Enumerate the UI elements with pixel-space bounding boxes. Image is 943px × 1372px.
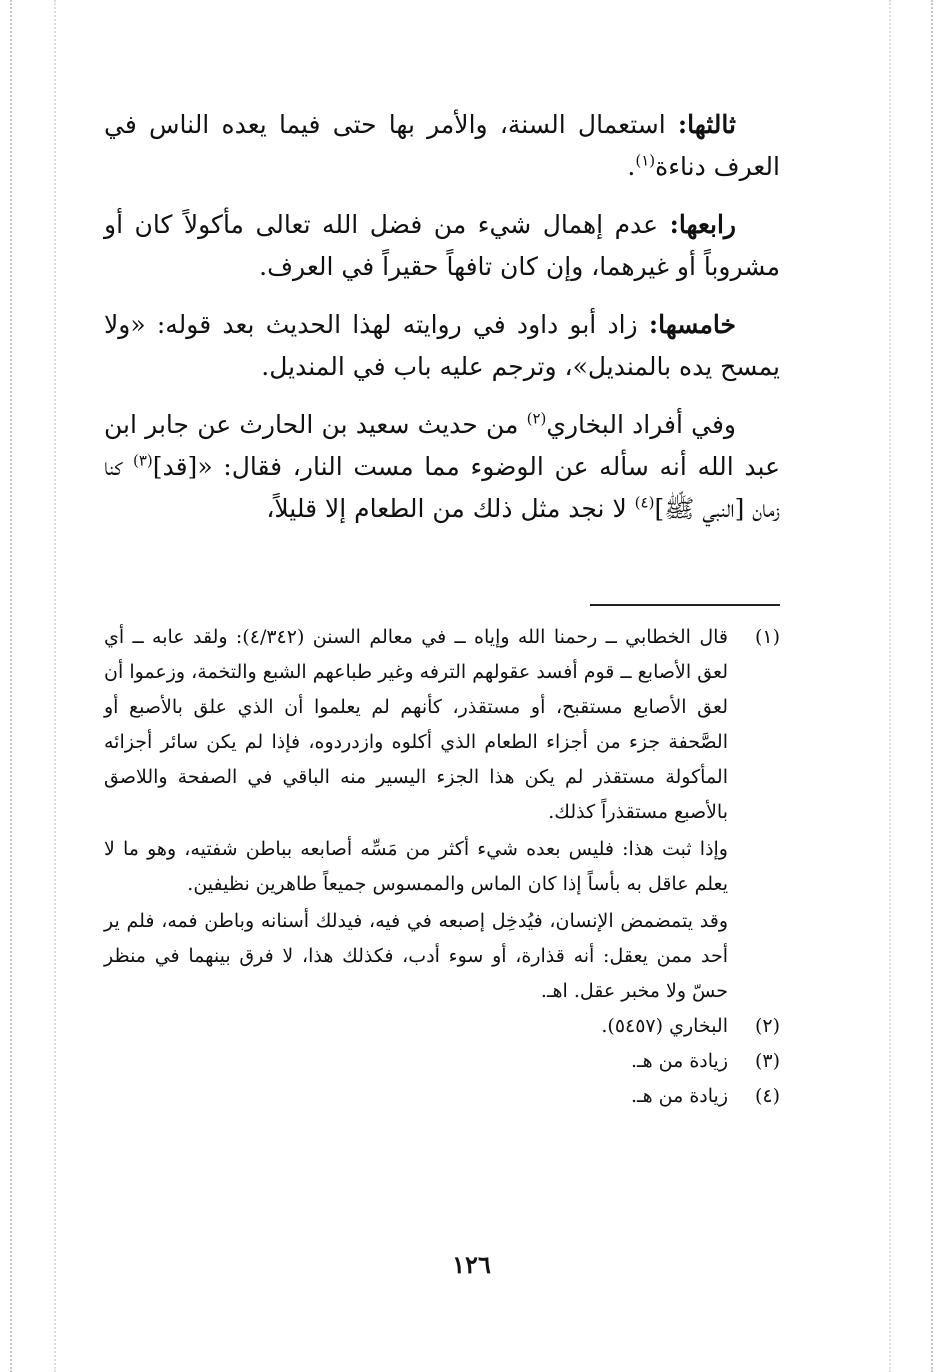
page-number: ١٢٦ bbox=[452, 1250, 491, 1279]
paragraph-third bbox=[104, 104, 780, 188]
paragraph-text: وفي أفراد البخاري bbox=[546, 410, 736, 439]
footnote-number: (٤) bbox=[754, 1085, 780, 1107]
footnote-ref[interactable]: (٣) bbox=[132, 451, 153, 470]
footnote-ref[interactable]: (٢) bbox=[526, 409, 547, 428]
paragraph-lead: رابعها: bbox=[669, 210, 736, 239]
footnote-body bbox=[104, 620, 728, 1009]
paragraph-fourth bbox=[104, 204, 780, 288]
paragraph-text: زاد أبو داود في روايته لهذا الحديث بعد قوله: «ولا يمسح يده بالمنديل»، وترجم عليه باب في المنديل. bbox=[104, 310, 780, 381]
scan-edge-left-inner bbox=[54, 0, 56, 1372]
scan-edge-right-inner bbox=[889, 0, 891, 1372]
footnote-1 bbox=[104, 620, 780, 1009]
footnote-body bbox=[104, 1079, 728, 1114]
footnote-text: زيادة من هـ. bbox=[630, 1085, 728, 1107]
footnotes bbox=[104, 620, 780, 1114]
footnote-3 bbox=[104, 1044, 780, 1079]
paragraph-lead: ثالثها: bbox=[677, 110, 736, 139]
footnote-separator bbox=[590, 604, 780, 606]
paragraph-tail: . bbox=[627, 152, 636, 181]
footnote-text: وإذا ثبت هذا: فليس بعده شيء أكثر من مَسِّه أصابعه بباطن شفتيه، وهو ما لا يعلم عاقل به بأساً إذا كان الماس والممسوس جميعاً طاهرين نظيفين. bbox=[104, 838, 728, 895]
footnote-2 bbox=[104, 1009, 780, 1044]
footnote-text: البخاري (٥٤٥٧). bbox=[601, 1015, 728, 1037]
scan-edge-left bbox=[10, 0, 12, 1372]
paragraph-text: استعمال السنة، والأمر بها حتى فيما يعده الناس في العرف دناءة bbox=[104, 110, 780, 181]
paragraph-text: لا نجد مثل ذلك من الطعام إلا قليلاً، bbox=[266, 494, 627, 523]
footnote-number: (٢) bbox=[754, 1015, 780, 1037]
footnote-body bbox=[104, 1009, 728, 1044]
paragraph-text: كنا زمان [النبي ﷺ] bbox=[104, 452, 780, 523]
footnote-number: (٣) bbox=[754, 1050, 780, 1072]
footnote-4 bbox=[104, 1079, 780, 1114]
paragraph-text: عدم إهمال شيء من فضل الله تعالى مأكولاً كان أو مشروباً أو غيرهما، وإن كان تافهاً حقيراً في العرف. bbox=[104, 210, 780, 281]
footnote-text: زيادة من هـ. bbox=[630, 1050, 728, 1072]
footnote-text: قال الخطابي ــ رحمنا الله وإياه ــ في معالم السنن (٤/٣٤٢): ولقد عابه ــ أي لعق الأصابع ــ قوم أفسد عقولهم الترفه وغير طباعهم الشبع والتخمة، وزعموا أن لعق الأصابع مستقبح، أو مستقذر، كأنهم لم يعلموا أن الذي علق بالأصبع أو الصَّحفة جزء من أجزاء الطعام الذي أكلوه وازدردوه، فإذا لم يكن سائر أجزائه المأكولة مستقذر لم يكن هذا الجزء اليسير منه الباقي في الصفحة واللاصق بالأصبع مستقذراً كذلك. bbox=[104, 626, 729, 823]
footnote-ref[interactable]: (١) bbox=[635, 151, 656, 170]
footnote-ref[interactable]: (٤) bbox=[634, 493, 655, 512]
paragraph-text: من حديث سعيد بن الحارث عن جابر ابن عبد الله أنه سأله عن الوضوء مما مست النار، فقال: «[قد] bbox=[104, 410, 780, 481]
footnote-body bbox=[104, 1044, 728, 1079]
paragraph-bukhari bbox=[104, 404, 780, 530]
footnote-text: وقد يتمضمض الإنسان، فيُدخِل إصبعه في فيه، فيدلك أسنانه وباطن فمه، فلم ير أحد ممن يعقل: أنه قذارة، أو سوء أدب، فكذلك هذا، لا فرق بينهما في منظر حسّ ولا مخبر عقل. اهـ. bbox=[104, 910, 728, 1002]
scan-edge-right bbox=[931, 0, 933, 1372]
main-text bbox=[104, 104, 780, 546]
paragraph-fifth bbox=[104, 304, 780, 388]
paragraph-lead: خامسها: bbox=[648, 310, 736, 339]
footnote-number: (١) bbox=[754, 626, 780, 648]
